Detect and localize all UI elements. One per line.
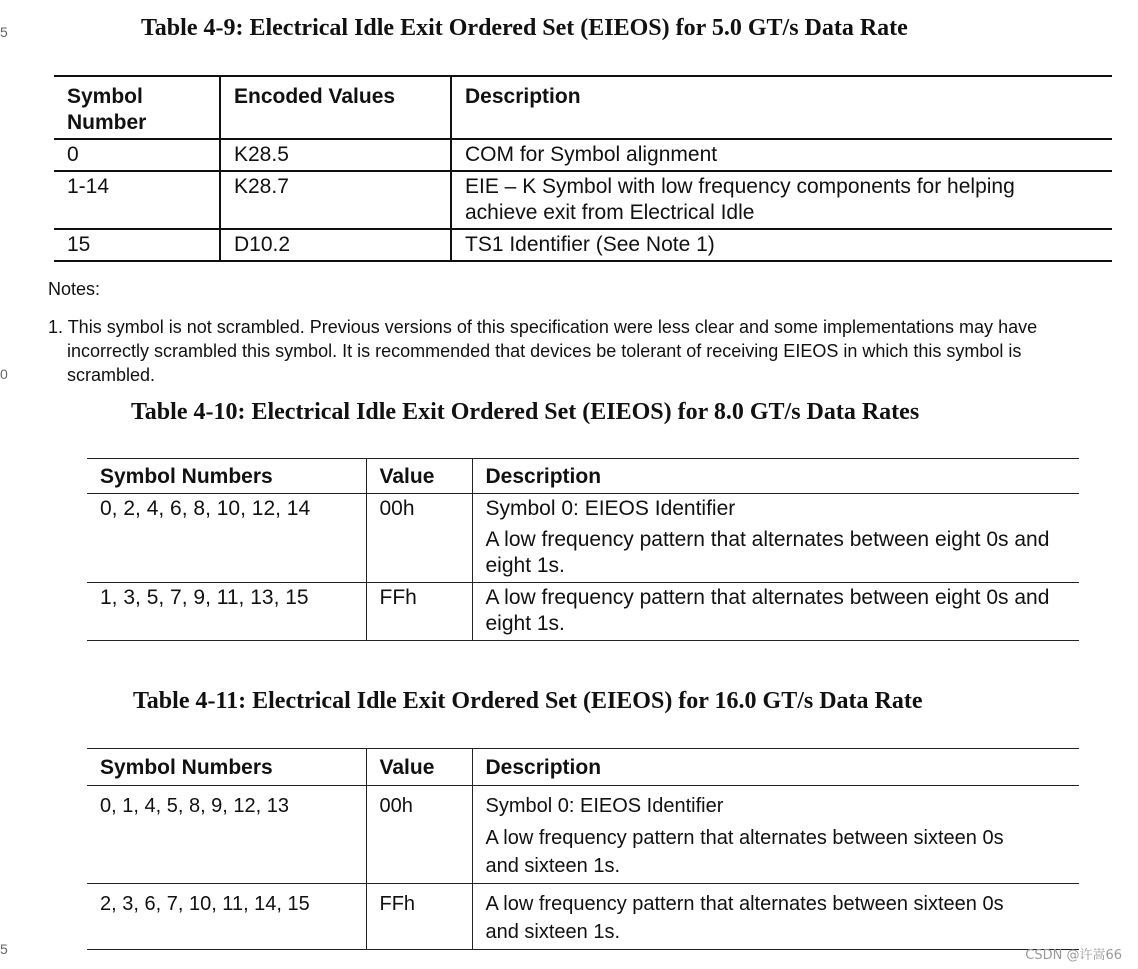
cell-value: 00h <box>366 786 472 884</box>
header-description: Description <box>472 459 1079 494</box>
table-row <box>54 139 1112 171</box>
table-4-11-caption: Table 4-11: Electrical Idle Exit Ordered Set (EIEOS) for 16.0 GT/s Data Rate <box>133 688 923 714</box>
table-4-10 <box>87 458 1079 641</box>
cell-description: EIE – K Symbol with low frequency components for helping achieve exit from Electrical Idle <box>451 171 1112 229</box>
cell-description: A low frequency pattern that alternates between sixteen 0s and sixteen 1s. <box>472 884 1079 950</box>
cell-description <box>472 494 1079 583</box>
line-number: 5 <box>0 24 8 40</box>
cell-description: A low frequency pattern that alternates between eight 0s and eight 1s. <box>472 583 1079 641</box>
table-4-10-caption: Table 4-10: Electrical Idle Exit Ordered Set (EIEOS) for 8.0 GT/s Data Rates <box>131 399 920 425</box>
description-line-1: Symbol 0: EIEOS Identifier <box>485 497 736 520</box>
table-header-row <box>87 459 1079 494</box>
table-row <box>87 786 1079 884</box>
table-4-11 <box>87 748 1079 950</box>
description-line-1: Symbol 0: EIEOS Identifier <box>485 795 724 817</box>
cell-value: FFh <box>366 583 472 641</box>
table-row <box>54 229 1112 261</box>
cell-description <box>472 786 1079 884</box>
header-description: Description <box>472 749 1079 786</box>
header-symbol-numbers: Symbol Numbers <box>100 756 273 779</box>
table-row <box>87 583 1079 641</box>
cell-description: COM for Symbol alignment <box>451 139 1112 171</box>
header-value: Value <box>366 459 472 494</box>
cell-symbols: 0, 1, 4, 5, 8, 9, 12, 13 <box>100 795 290 817</box>
cell-encoded: K28.7 <box>220 171 451 229</box>
line-number: 0 <box>0 366 8 382</box>
header-symbol-numbers: Symbol Numbers <box>100 465 273 488</box>
cell-symbol: 0 <box>67 143 79 166</box>
watermark: CSDN @许嵩66 <box>1025 948 1122 963</box>
cell-value: FFh <box>366 884 472 950</box>
table-header-row <box>54 76 1112 139</box>
header-symbol-number: Symbol Number <box>67 85 147 134</box>
description-line-2: A low frequency pattern that alternates between sixteen 0s and sixteen 1s. <box>485 827 1004 877</box>
header-value: Value <box>366 749 472 786</box>
line-number: 5 <box>0 941 8 957</box>
notes-title: Notes: <box>48 279 101 299</box>
cell-encoded: K28.5 <box>220 139 451 171</box>
header-encoded-values: Encoded Values <box>220 76 451 139</box>
cell-encoded: D10.2 <box>220 229 451 261</box>
table-4-9 <box>54 75 1112 262</box>
table-row <box>87 494 1079 583</box>
table-header-row <box>87 749 1079 786</box>
cell-description: TS1 Identifier (See Note 1) <box>451 229 1112 261</box>
table-4-9-caption: Table 4-9: Electrical Idle Exit Ordered Set (EIEOS) for 5.0 GT/s Data Rate <box>141 15 908 41</box>
table-row <box>54 171 1112 229</box>
cell-symbols: 1, 3, 5, 7, 9, 11, 13, 15 <box>100 586 309 609</box>
cell-symbols: 0, 2, 4, 6, 8, 10, 12, 14 <box>100 497 311 520</box>
description-line-2: A low frequency pattern that alternates between eight 0s and eight 1s. <box>485 528 1050 577</box>
cell-value: 00h <box>366 494 472 583</box>
note-1: 1. This symbol is not scrambled. Previous versions of this specification were less clear and some implementations may have incorrectly scrambled this symbol. It is recommended that devices be tolerant of receiving EIEOS in which this symbol is scrambled. <box>48 317 1038 385</box>
cell-symbols: 2, 3, 6, 7, 10, 11, 14, 15 <box>100 893 310 915</box>
cell-symbol: 15 <box>67 233 91 256</box>
cell-symbol: 1-14 <box>67 175 110 198</box>
table-row <box>87 884 1079 950</box>
header-description: Description <box>451 76 1112 139</box>
